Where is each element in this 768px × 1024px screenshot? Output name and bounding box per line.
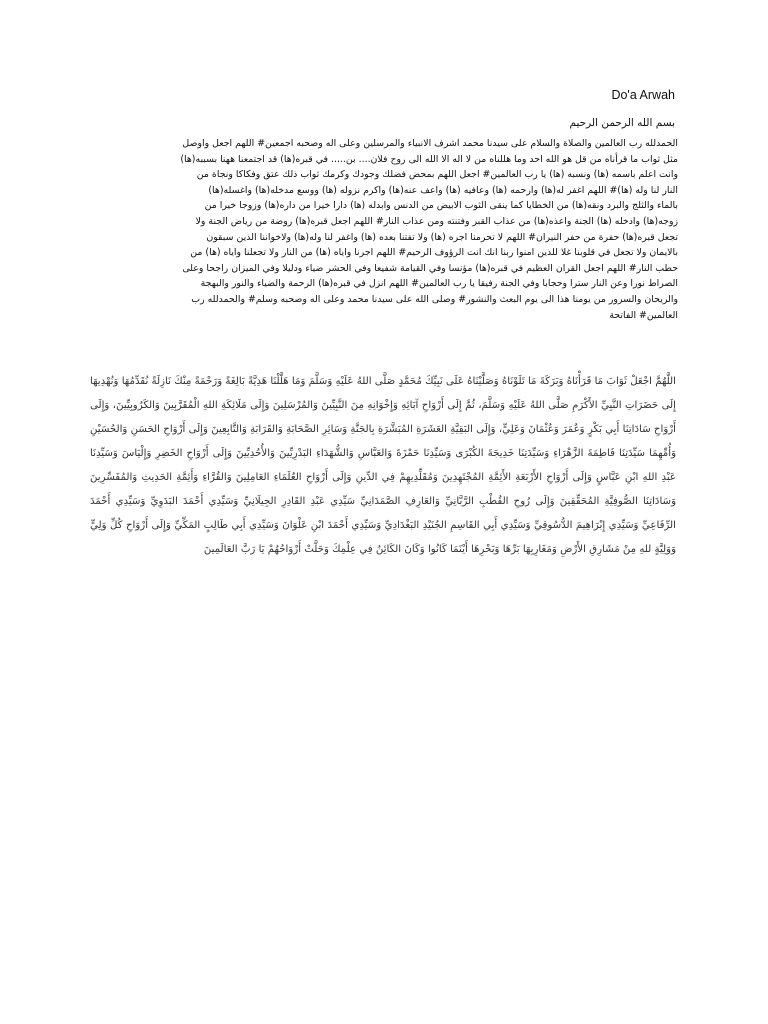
prayer-line: الصراط نورا وعن النار سترا وحجابا وفي الجنة رفيقا يا رب العالمين# اللهم انزل في قبره(ها) الرحمة والضياء والنور والبهجة: [200, 278, 678, 290]
prayer-line: وانت اعلم باسمه (ها) ونسبه (ها) يا رب العالمين# اجعل اللهم بمحض فضلك وجودك وكرمك ثواب ذلك عتق وفكاكا ونجاة من: [196, 169, 678, 181]
vocalized-prayer-paragraph: اللَّهُمَّ اجْعَلْ ثَوَابَ مَا قَرَأْنَاهُ وَبَرَكَةَ مَا تَلَوْنَاهُ وَصَلَّيْنَاهُ عَلَى نَبِيِّكَ مُحَمَّدٍ صَلَّى اللهُ عَلَيْهِ وَسَلَّمَ وَمَا هَلَّلْنَا هَدِيَّةً بَالِغَةً وَرَحْمَةً مِنْكَ نَازِلَةً نُقَدِّمُهَا وَنُهْدِيهَا إِلَى حَضَرَاتِ النَّبِيِّ الأَكْرَمِ صَلَّى اللهُ عَلَيْهِ وَسَلَّمَ، ثُمَّ إِلَى أَرْوَاحِ آبَائِهِ وَإِخْوَانِهِ مِنَ النَّبِيِّينَ وَالمُرْسَلِينَ وَإِلَى مَلَائِكَةِ اللهِ الْمُقَرَّبِينَ وَالكَرُوبِيِّينَ، وَإِلَى أَرْوَاحِ سَادَاتِنَا أَبِي بَكْرٍ وَعُمَرَ وَعُثْمَانَ وَعَلِيٍّ، وَإِلَى البَقِيَّةِ العَشَرَةِ المُبَشَّرَةِ بِالجَنَّةِ وَسَائِرِ الصَّحَابَةِ وَالقَرَابَةِ وَالتَّابِعِينَ وَإِلَى أَرْوَاحِ الحَسَنِ وَالحُسَيْنِ وَأُمِّهِمَا سَيِّدَتِنَا فَاطِمَةَ الزَّهْرَاءِ وَسَيِّدَتِنَا خَدِيجَةَ الكُبْرَى وَسَيِّدِنَا حَمْزَةَ وَالعَبَّاسِ وَالشُّهَدَاءِ البَدْرِيِّينَ وَالأُحُدِيِّينَ وَإِلَى أَرْوَاحِ الخَضِرِ وَإِلْيَاسَ وَسَيِّدِنَا عَبْدِ اللهِ ابْنِ عَبَّاسٍ وَإِلَى أَرْوَاحِ الأَرْبَعَةِ الأَئِمَّةِ المُجْتَهِدِينَ وَمُقَلِّدِيهِمْ فِي الدِّينِ وَإِلَى أَرْوَاحِ العُلَمَاءِ العَامِلِينَ وَالقُرَّاءِ وَأَئِمَّةِ الحَدِيثِ وَالمُفَسِّرِينَ وَسَادَاتِنَا الصُّوفِيَّةِ المُحَقِّقِينَ وَإِلَى رُوحِ القُطْبِ الرَّبَّانِيِّ وَالعَارِفِ الصَّمَدَانِيِّ سَيِّدِي عَبْدِ القَادِرِ الجِيلَانِيِّ وَسَيِّدِي أَحْمَدَ البَدَوِيِّ وَسَيِّدِي أَحْمَدَ الرِّفَاعِيِّ وَسَيِّدِي إِبْرَاهِيمَ الدُّسُوقِيِّ وَسَيِّدِي أَبِي القَاسِمِ الجُنَيْدِ البَغْدَادِيِّ وَسَيِّدِي أَحْمَدَ ابْنِ عَلْوَانَ وَسَيِّدِي أَبِي طَالِبٍ المَكِّيِّ وَإِلَى أَرْوَاحِ كُلِّ وَلِيٍّ وَوَلِيَّةٍ للهِ مِنْ مَشَارِقِ الأَرْضِ وَمَغَارِبِهَا بَرِّهَا وَبَحْرِهَا أَيْنَمَا كَانُوا وَكَانَ الكَائِنُ فِي عِلْمِكَ وَحَلَّتْ أَرْوَاحُهُمْ يَا رَبَّ العَالَمِينَ: [90, 376, 676, 555]
prayer-line: حطب النار# اللهم اجعل القران العظيم في قبره(ها) مؤنسا وفي القيامة شفيعا وفي الحشر ضياء ودليلا وفي الميزان راجحا وعلى: [182, 262, 678, 274]
prayer-line: بالايمان ولا تجعل في قلوبنا غلا للذين امنوا ربنا انك انت الرؤوف الرحيم# اللهم اجرنا واياه (ها) من النار ولا تجعلنا واياه (ها) من: [190, 247, 678, 259]
prayer-text: [88, 136, 678, 323]
prayer-line: بالماء والثلج والبرد ونقه(ها) من الخطايا كما ينقى الثوب الابيض من الدنس وابدله (ها) دارا خيرا من داره(ها) وزوجا خيرا من: [204, 200, 678, 212]
prayer-line: تجعل قبره(ها) حفرة من حفر النيران# اللهم لا تحرمنا اجره (ها) ولا تفتنا بعده (ها) واغفر لنا وله(ها) ولاخواننا الذين سبقون: [206, 231, 678, 243]
prayer-line: الحمدلله رب العالمين والصلاة والسلام على سيدنا محمد اشرف الانبياء والمرسلين وعلى اله وصحبه اجمعين# اللهم اجعل واوصل: [182, 138, 678, 149]
prayer-line: العالمين# الفاتحة: [609, 309, 678, 321]
prayer-line: والريحان والسرور من يومنا هذا الى يوم البعث والنشور# وصلى الله على سيدنا محمد وعلى اله وصحبه وسلم# والحمدلله رب: [191, 293, 678, 305]
document-title: Do'a Arwah: [611, 88, 675, 102]
basmala-line: بسم الله الرحمن الرحيم: [569, 117, 675, 129]
prayer-line: مثل ثواب ما قرأناه من قل هو الله احد وما هللناه من لا اله الا الله الى روح فلان.... بن..... في قبره(ها) قد اجتمعنا ههنا بسببه(ها): [180, 153, 678, 165]
prayer-line: زوجه(ها) وادخله (ها) الجنة واعذه(ها) من عذاب القبر وفتنته ومن عذاب النار# اللهم اجعل قبره(ها) روضة من رياض الجنة ولا: [195, 215, 678, 227]
prayer-line: النار لنا وله (ها)# اللهم اغفر له(ها) وارحمه (ها) وعافيه (ها) واعف عنه(ها) واكرم نزوله (ها) ووسع مدخله(ها) واغسله(ها): [208, 184, 678, 196]
